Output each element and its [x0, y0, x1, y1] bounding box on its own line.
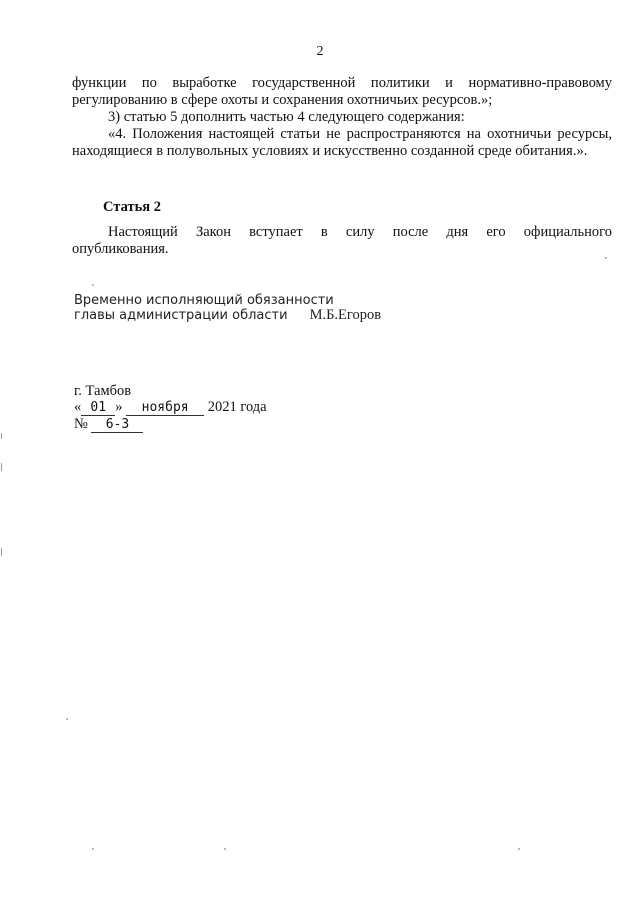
- date-line: [74, 399, 267, 416]
- place-date-block: [74, 383, 267, 433]
- city: г. Тамбов: [74, 383, 132, 399]
- scan-edge-mark: [1, 433, 2, 439]
- signature-block: [74, 293, 381, 323]
- scan-speck: [92, 848, 94, 850]
- paragraph-amendment-item: 3) статью 5 дополнить частью 4 следующего содержания:: [108, 109, 465, 125]
- scan-speck: [92, 284, 94, 286]
- signatory-title-text: главы администрации области: [74, 308, 288, 323]
- signatory-title-line1: Временно исполняющий обязанности: [74, 293, 334, 308]
- signatory-name: М.Б.Егоров: [309, 307, 382, 323]
- scan-edge-mark: [1, 463, 2, 471]
- article-heading: Статья 2: [103, 199, 161, 215]
- scan-edge-mark: [1, 548, 2, 556]
- scan-speck: [224, 848, 226, 850]
- paragraph-continuation: функции по выработке государственной политики и нормативно-правовому регулированию в сфере охоты и сохранения охотничьих ресурсов.»;: [72, 75, 612, 108]
- date-year: 2021 года: [207, 399, 267, 415]
- number-label: №: [74, 416, 88, 432]
- scan-speck: [605, 257, 607, 259]
- date-month: ноября: [126, 401, 204, 416]
- number-line: [74, 416, 267, 433]
- paragraph-new-part: «4. Положения настоящей статьи не распространяются на охотничьи ресурсы, находящиеся в полувольных условиях и искусственно созданной среде обитания.».: [72, 126, 612, 159]
- date-day: 01: [81, 401, 115, 416]
- date-close-quote: »: [115, 399, 123, 415]
- paragraph-entry-into-force: Настоящий Закон вступает в силу после дня его официального опубликования.: [72, 224, 612, 257]
- law-number: 6-З: [91, 418, 143, 433]
- scan-speck: [66, 718, 68, 720]
- scan-speck: [518, 848, 520, 850]
- page-number: 2: [316, 44, 324, 59]
- signatory-title-line2: [74, 308, 381, 323]
- law-text-top: [72, 75, 612, 160]
- date-open-quote: «: [74, 399, 82, 415]
- law-text-article-2: [72, 224, 612, 258]
